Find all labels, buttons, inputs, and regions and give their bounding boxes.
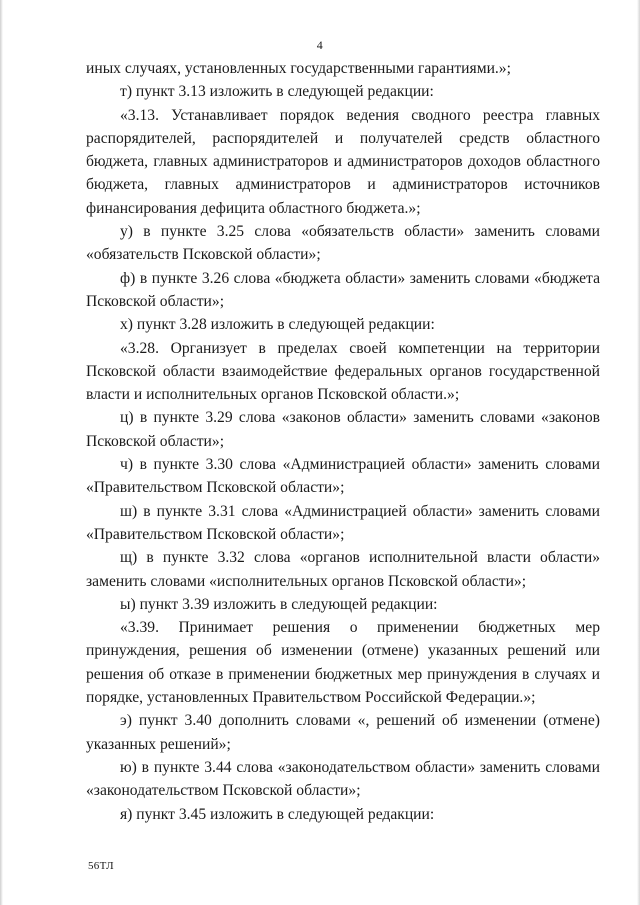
document-body: [86, 57, 600, 826]
paragraph-item-u: у) в пункте 3.25 слова «обязательств области» заменить словами «обязательств Псковской области»;: [86, 223, 600, 264]
paragraph-item-ts: ц) в пункте 3.29 слова «законов области» заменить словами «законов Псковской области»;: [86, 409, 600, 450]
scan-edge-left: [0, 0, 3, 905]
page-number: 4: [316, 38, 324, 52]
paragraph-quote-3-39: «3.39. Принимает решения о применении бюджетных мер принуждения, решения об изменении (отмене) указанных решений или решения об отказе в применении бюджетных мер принуждения в случаях и порядке, установленных Правительством Российской Федерации.»;: [86, 619, 600, 707]
paragraph-item-e: э) пункт 3.40 дополнить словами «, решений об изменении (отмене) указанных решений»;: [86, 712, 600, 753]
paragraph-item-y: ы) пункт 3.39 изложить в следующей редакции:: [120, 595, 438, 613]
paragraph-item-t: т) пункт 3.13 изложить в следующей редакции:: [120, 83, 434, 101]
paragraph-quote-3-13: «3.13. Устанавливает порядок ведения сводного реестра главных распорядителей, распорядителей и получателей средств областного бюджета, главных администраторов и администраторов доходов областного бюджета, главных администраторов и администраторов источников финансирования дефицита областного бюджета.»;: [86, 106, 600, 217]
paragraph-continuation: иных случаях, установленных государственными гарантиями.»;: [86, 60, 511, 77]
paragraph-item-yu: ю) в пункте 3.44 слова «законодательством области» заменить словами «законодательством Псковской области»;: [86, 758, 600, 800]
paragraph-item-ya: я) пункт 3.45 изложить в следующей редакции:: [120, 805, 435, 823]
footer-document-code: 56ТЛ: [88, 860, 114, 872]
paragraph-item-shch: щ) в пункте 3.32 слова «органов исполнительной власти области» заменить словами «исполнительных органов Псковской области»;: [86, 549, 600, 590]
paragraph-item-kh: х) пункт 3.28 изложить в следующей редакции:: [120, 316, 435, 334]
paragraph-item-ch: ч) в пункте 3.30 слова «Администрацией области» заменить словами «Правительством Псковской области»;: [86, 456, 600, 497]
paragraph-item-sh: ш) в пункте 3.31 слова «Администрацией области» заменить словами «Правительством Псковской области»;: [86, 502, 600, 543]
paragraph-quote-3-28: «3.28. Организует в пределах своей компетенции на территории Псковской области взаимодействие федеральных органов государственной власти и исполнительных органов Псковской области.»;: [86, 339, 600, 404]
paragraph-item-f: ф) в пункте 3.26 слова «бюджета области» заменить словами «бюджета Псковской области»;: [86, 269, 600, 310]
